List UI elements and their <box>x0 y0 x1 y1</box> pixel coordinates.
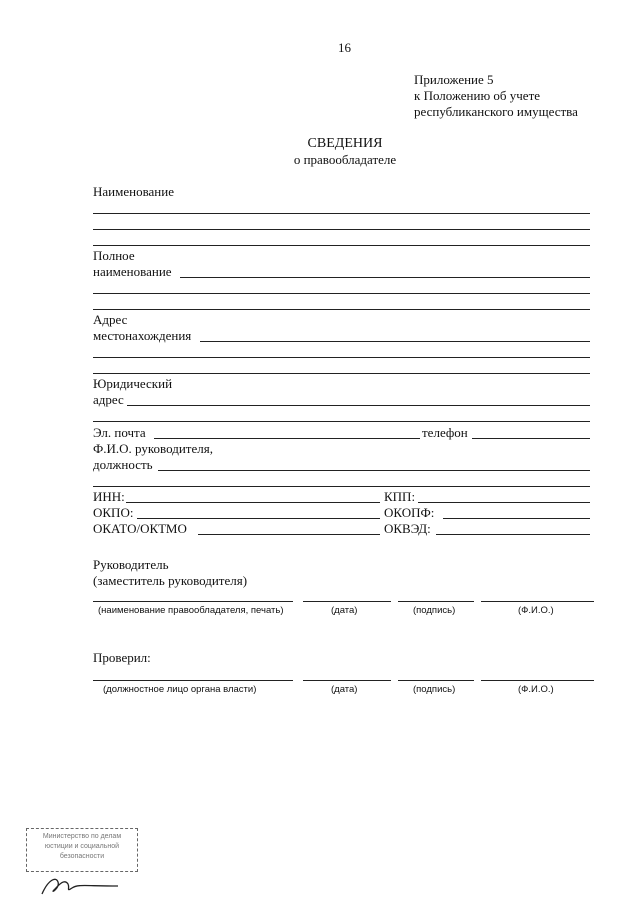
field-phone-line[interactable] <box>472 438 590 439</box>
field-okpo-line[interactable] <box>137 518 380 519</box>
field-inn-label: ИНН: <box>93 489 125 504</box>
signer-signature-line[interactable] <box>398 601 474 602</box>
signer-caption-holder: (наименование правообладателя, печать) <box>98 605 284 616</box>
field-name-line-1[interactable] <box>93 213 590 214</box>
signer-date-line[interactable] <box>303 601 391 602</box>
checked-fio-line[interactable] <box>481 680 594 681</box>
field-okpo-label: ОКПО: <box>93 505 134 520</box>
checked-label: Проверил: <box>93 650 151 665</box>
stamp-line-2: юстиции и социальной <box>44 843 120 850</box>
checked-signature-line[interactable] <box>398 680 474 681</box>
appendix-line-3: республиканского имущества <box>414 104 578 119</box>
field-address-line-3[interactable] <box>93 373 590 374</box>
appendix-line-2: к Положению об учете <box>414 88 541 103</box>
field-head-line-2[interactable] <box>93 486 590 487</box>
field-legal-address-line-2[interactable] <box>93 421 590 422</box>
checked-official-line[interactable] <box>93 680 293 681</box>
field-name-line-3[interactable] <box>93 245 590 246</box>
field-address-line-2[interactable] <box>93 357 590 358</box>
page-number: 16 <box>338 40 351 55</box>
field-address-line-1[interactable] <box>200 341 590 342</box>
document-subtitle: о правообладателе <box>293 152 397 167</box>
stamp-line-1: Министерство по делам <box>42 833 122 840</box>
field-kpp-line[interactable] <box>418 502 590 503</box>
signer-caption-signature: (подпись) <box>413 605 456 616</box>
field-head-label-1: Ф.И.О. руководителя, <box>93 441 213 456</box>
field-full-name-line-2[interactable] <box>93 293 590 294</box>
field-name-label: Наименование <box>93 184 174 199</box>
field-inn-line[interactable] <box>126 502 380 503</box>
checked-caption-official: (должностное лицо органа власти) <box>103 684 257 695</box>
field-okato-line[interactable] <box>198 534 380 535</box>
checked-caption-date: (дата) <box>331 684 358 695</box>
field-head-label-2: должность <box>93 457 153 472</box>
checked-caption-fio: (Ф.И.О.) <box>518 684 554 695</box>
initials-signature <box>38 872 128 898</box>
field-okato-label: ОКАТО/ОКТМО <box>93 521 187 536</box>
signer-holder-line[interactable] <box>93 601 293 602</box>
field-okved-line[interactable] <box>436 534 590 535</box>
signer-caption-fio: (Ф.И.О.) <box>518 605 554 616</box>
stamp-line-3: безопасности <box>59 853 105 860</box>
signer-fio-line[interactable] <box>481 601 594 602</box>
field-email-label: Эл. почта <box>93 425 146 440</box>
signer-caption-date: (дата) <box>331 605 358 616</box>
field-legal-address-line-1[interactable] <box>127 405 590 406</box>
field-okved-label: ОКВЭД: <box>384 521 431 536</box>
field-phone-label: телефон <box>422 425 468 440</box>
field-full-name-line-3[interactable] <box>93 309 590 310</box>
field-full-name-label-1: Полное <box>93 248 135 263</box>
signer-label-2: (заместитель руководителя) <box>93 573 248 588</box>
checked-caption-signature: (подпись) <box>413 684 456 695</box>
checked-date-line[interactable] <box>303 680 391 681</box>
field-okopf-label: ОКОПФ: <box>384 505 435 520</box>
appendix-line-1: Приложение 5 <box>414 72 494 87</box>
registration-stamp <box>26 828 138 872</box>
field-okopf-line[interactable] <box>443 518 590 519</box>
field-address-label-2: местонахождения <box>93 328 192 343</box>
field-kpp-label: КПП: <box>384 489 416 504</box>
document-title: СВЕДЕНИЯ <box>307 136 383 151</box>
field-full-name-label-2: наименование <box>93 264 172 279</box>
signer-label-1: Руководитель <box>93 557 169 572</box>
field-head-line-1[interactable] <box>158 470 590 471</box>
field-email-line[interactable] <box>154 438 420 439</box>
field-legal-address-label-2: адрес <box>93 392 124 407</box>
field-legal-address-label-1: Юридический <box>93 376 173 391</box>
field-name-line-2[interactable] <box>93 229 590 230</box>
field-address-label-1: Адрес <box>93 312 128 327</box>
field-full-name-line-1[interactable] <box>180 277 590 278</box>
